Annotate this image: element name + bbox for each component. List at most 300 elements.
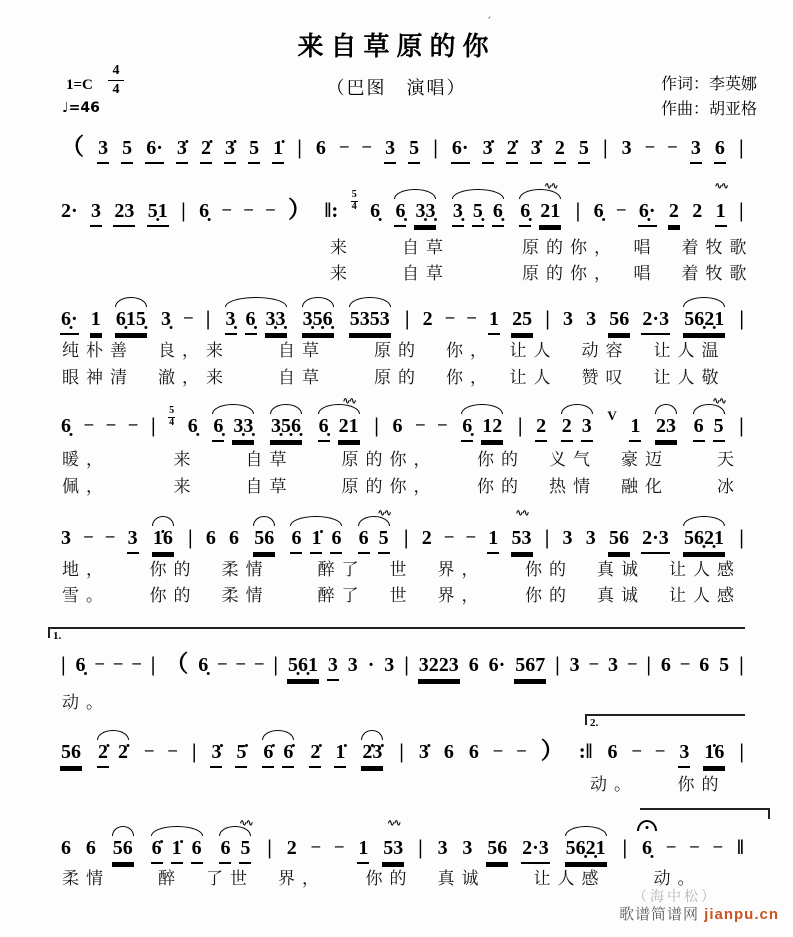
barline: | bbox=[545, 306, 550, 330]
system-4 bbox=[60, 405, 745, 442]
note: 3̣ bbox=[161, 308, 172, 330]
faint-annotation: （海中松） bbox=[633, 890, 718, 905]
note: 6· bbox=[145, 136, 164, 164]
barline: | bbox=[399, 739, 404, 763]
note: 3̇ bbox=[530, 136, 542, 164]
ts-denominator: 4 bbox=[351, 200, 357, 212]
slur-group bbox=[251, 526, 277, 554]
barline: ‖ bbox=[736, 835, 744, 859]
watermark bbox=[619, 903, 779, 924]
note: 1 bbox=[357, 836, 369, 864]
barline: | bbox=[150, 413, 156, 437]
note: 6 bbox=[699, 654, 710, 676]
note: 3̇ bbox=[176, 136, 188, 164]
lyric-line: 雪。 你的 柔情 醉了 世 界， 你的 真诚 让人感 bbox=[62, 586, 741, 605]
note: 1̇ bbox=[171, 836, 183, 864]
note: 1 bbox=[90, 307, 102, 335]
note: 3̣5̣6̣ bbox=[302, 307, 334, 335]
barline: | bbox=[403, 525, 409, 549]
notes-row bbox=[60, 405, 745, 442]
note: 3 bbox=[384, 136, 396, 164]
note: 6 bbox=[714, 136, 726, 164]
note: 53 ∿∿ bbox=[511, 526, 533, 554]
duration-dash: – bbox=[311, 836, 321, 855]
note: 6̣· bbox=[60, 307, 79, 335]
note: 3 bbox=[678, 740, 690, 768]
barline: | bbox=[739, 306, 744, 330]
slur-group bbox=[691, 414, 727, 442]
note: 3 bbox=[61, 527, 71, 549]
note: 2̇ bbox=[97, 740, 109, 768]
duration-dash: – bbox=[184, 307, 193, 326]
note: 2 bbox=[692, 200, 703, 222]
note: 6̣ bbox=[199, 200, 210, 222]
note: 6 bbox=[443, 741, 454, 763]
lyric-line: 眼神清 澈，来 自草 原的 你， 让人 赞叹 让人敬 bbox=[62, 368, 726, 387]
barline: | bbox=[739, 413, 744, 437]
ts-numerator: 5 bbox=[169, 405, 175, 416]
slur-group bbox=[681, 307, 727, 335]
note: 3̇ bbox=[210, 740, 222, 768]
note: 6 bbox=[693, 414, 705, 442]
note: 5̣6̣1 bbox=[287, 653, 319, 681]
note: 1̇ bbox=[272, 136, 284, 164]
note: 5 bbox=[578, 136, 590, 164]
time-signature bbox=[351, 190, 358, 212]
barline: | bbox=[738, 135, 744, 159]
note: 3 bbox=[437, 837, 448, 859]
slur-group bbox=[517, 199, 563, 227]
note: 6 bbox=[330, 526, 342, 554]
note: 2·3 bbox=[641, 307, 670, 335]
meter-denominator: 4 bbox=[112, 82, 120, 98]
duration-dash: – bbox=[467, 307, 476, 326]
slur-group bbox=[681, 526, 727, 554]
slur-group bbox=[459, 414, 505, 442]
note: 3 bbox=[127, 526, 139, 554]
notes-row bbox=[60, 133, 745, 164]
note: 6̣ bbox=[370, 200, 381, 222]
slur-group bbox=[359, 740, 385, 768]
duration-dash: – bbox=[84, 414, 94, 433]
barline: | bbox=[739, 652, 744, 676]
song-title: 来自草原的你 bbox=[297, 32, 496, 61]
note: 25 bbox=[511, 307, 533, 335]
note: 6̣ bbox=[318, 414, 330, 442]
note: 3̣5̣6̣ bbox=[270, 414, 302, 442]
note: 2̇ bbox=[117, 741, 128, 763]
lyric-line: 地， 你的 柔情 醉了 世 界， 你的 真诚 让人感 bbox=[62, 560, 741, 579]
note: 56 bbox=[60, 740, 82, 768]
note: 6 bbox=[191, 836, 203, 864]
note: 3̣ bbox=[225, 307, 237, 335]
note: 23 bbox=[655, 414, 677, 442]
slur-group bbox=[149, 836, 205, 864]
note: 5 ∿∿ bbox=[378, 526, 390, 554]
duration-dash: – bbox=[113, 653, 123, 672]
ts-numerator: 5 bbox=[351, 189, 357, 200]
note: 3 bbox=[608, 654, 619, 676]
note: 6̣ bbox=[641, 836, 653, 862]
barline: | bbox=[622, 835, 628, 859]
duration-dash: – bbox=[339, 136, 349, 155]
duration-dash: – bbox=[627, 653, 637, 672]
note: 6̇ bbox=[262, 740, 274, 768]
barline: | bbox=[602, 135, 608, 159]
duration-dash: – bbox=[128, 414, 138, 433]
note: 3 bbox=[621, 137, 632, 159]
duration-dash: – bbox=[690, 836, 699, 855]
barline: | bbox=[646, 652, 651, 676]
barline: ‖: bbox=[324, 198, 339, 222]
system-6 bbox=[60, 650, 745, 681]
note: 3223 bbox=[418, 653, 460, 681]
note: 6̣ bbox=[198, 654, 209, 676]
note: 2 bbox=[561, 414, 573, 442]
note: 6̣ bbox=[461, 414, 473, 442]
watermark-site-name: 歌谱简谱网 bbox=[618, 906, 699, 923]
slur-group bbox=[392, 199, 438, 227]
duration-dash: – bbox=[655, 740, 665, 759]
note: 6̣ bbox=[212, 414, 224, 442]
lyricist-credit: 作词：李英娜 bbox=[660, 76, 757, 93]
note: 6 bbox=[219, 836, 231, 864]
note: 2 bbox=[286, 837, 297, 859]
barline: | bbox=[191, 739, 197, 763]
note: 21 ∿∿ bbox=[338, 414, 360, 442]
note: 3 bbox=[327, 653, 339, 681]
note: 6̣· bbox=[638, 199, 657, 227]
lyric-line: 来 自草 原的你， 唱 着牧歌 bbox=[330, 264, 754, 283]
note: 23 bbox=[113, 199, 135, 227]
barline: | bbox=[267, 835, 272, 859]
lyric-line: 动。 你的 bbox=[590, 775, 726, 794]
notes-row bbox=[60, 524, 745, 554]
note: 3 bbox=[562, 527, 573, 549]
duration-dash: – bbox=[244, 199, 253, 218]
slur-group bbox=[563, 836, 609, 864]
slur-group bbox=[653, 414, 679, 442]
slur-group bbox=[113, 307, 149, 335]
barline: | bbox=[433, 135, 438, 159]
system-7 bbox=[60, 737, 745, 768]
tempo-value: =46 bbox=[68, 100, 100, 116]
note: 3 bbox=[569, 654, 580, 676]
lyric-line: 动。 bbox=[62, 693, 110, 712]
note: 1̇6 bbox=[703, 740, 725, 768]
slur-group bbox=[347, 307, 393, 335]
note: 5353 bbox=[349, 307, 391, 335]
breath-mark: V bbox=[607, 408, 617, 423]
note: 56 bbox=[608, 307, 630, 335]
barline: | bbox=[418, 835, 423, 859]
note: 21 ∿∿ bbox=[539, 199, 561, 227]
duration-dash: – bbox=[438, 414, 447, 433]
note: 3 bbox=[90, 199, 102, 227]
slur-group bbox=[268, 414, 304, 442]
ts-denominator: 4 bbox=[169, 416, 175, 428]
duration-dash: – bbox=[106, 414, 116, 433]
barline: | bbox=[150, 652, 156, 676]
note: 56 bbox=[253, 526, 275, 554]
note: 2·3 bbox=[521, 836, 550, 864]
note: 6 bbox=[315, 137, 326, 159]
duration-dash: – bbox=[362, 136, 372, 155]
note: 2̇ bbox=[200, 136, 212, 164]
note: 3 bbox=[585, 527, 596, 549]
note: 2 bbox=[535, 414, 547, 442]
duration-dash: – bbox=[493, 740, 503, 759]
volta-bracket-2-continuation bbox=[640, 808, 770, 819]
note: 6̣ bbox=[61, 415, 71, 437]
duration-dash: – bbox=[668, 136, 677, 155]
duration-dash: – bbox=[236, 653, 246, 672]
watermark-url: jianpu.cn bbox=[704, 906, 779, 923]
note: 6̣ bbox=[394, 199, 406, 227]
duration-dash: – bbox=[132, 653, 141, 672]
barline: :‖ bbox=[578, 739, 593, 763]
slur-group bbox=[110, 836, 136, 864]
meter-numerator: 4 bbox=[108, 63, 124, 81]
system-8 bbox=[60, 834, 745, 864]
note: 3̇ bbox=[482, 136, 494, 164]
note: 3 bbox=[462, 837, 473, 859]
note: 567 bbox=[514, 653, 546, 681]
note: 6 bbox=[607, 741, 618, 763]
slur-group bbox=[223, 307, 289, 335]
note: 3̣3̣ bbox=[265, 307, 287, 335]
volta-label-1: 1. bbox=[53, 630, 62, 642]
lyric-line: 柔情 醉 了世 界， 你的 真诚 让人感 动。 bbox=[62, 869, 702, 888]
barline: | bbox=[555, 652, 560, 676]
volta-bracket-2 bbox=[585, 714, 745, 729]
note: 5̣1 bbox=[147, 199, 169, 227]
credits bbox=[661, 72, 757, 122]
duration-dash: – bbox=[466, 526, 476, 545]
barline: | bbox=[404, 306, 410, 330]
note: 6 bbox=[85, 837, 96, 859]
duration-dash: – bbox=[222, 199, 232, 218]
note: 3 bbox=[384, 654, 395, 676]
duration-dash: – bbox=[517, 740, 526, 759]
duration-dash: – bbox=[95, 653, 104, 672]
note: 3 bbox=[581, 414, 593, 442]
parenthesis: ） bbox=[540, 738, 564, 763]
note: 5 bbox=[248, 136, 260, 164]
lyric-line: 纯朴善 良，来 自草 原的 你， 让人 动容 让人温 bbox=[62, 341, 726, 360]
note: 1 bbox=[488, 307, 500, 335]
parenthesis: ） bbox=[288, 197, 312, 222]
note: 6̣ bbox=[75, 654, 86, 676]
duration-dash: – bbox=[416, 414, 425, 433]
note: 3 bbox=[347, 654, 358, 676]
aug-dot: · bbox=[367, 654, 375, 676]
barline: | bbox=[739, 525, 744, 549]
duration-dash: – bbox=[218, 653, 227, 672]
note: 56̣2̣1 bbox=[683, 307, 725, 335]
system-5 bbox=[60, 524, 745, 554]
note: 6 bbox=[468, 654, 479, 676]
duration-dash: – bbox=[144, 740, 154, 759]
parenthesis: （ bbox=[165, 651, 189, 676]
note: 3̣ bbox=[452, 199, 464, 227]
note: 6̣ bbox=[593, 200, 604, 222]
note: 56 bbox=[486, 836, 508, 864]
note: 56̣2̣1 bbox=[565, 836, 607, 864]
note: 2 bbox=[422, 308, 433, 330]
slur-group bbox=[95, 740, 131, 768]
note: 2·3 bbox=[641, 526, 670, 554]
note: 3̇ bbox=[224, 136, 236, 164]
duration-dash: – bbox=[713, 836, 723, 855]
performer-subtitle: （巴图 演唱） bbox=[326, 78, 467, 98]
slur-group bbox=[150, 526, 176, 554]
note: 2̇3̇ bbox=[361, 740, 383, 768]
time-signature bbox=[168, 406, 175, 428]
slur-group bbox=[559, 414, 595, 442]
note: 1 bbox=[629, 414, 641, 442]
duration-dash: – bbox=[616, 199, 626, 218]
note: 6 bbox=[61, 837, 71, 859]
duration-dash: – bbox=[335, 836, 344, 855]
note: 6̇ bbox=[151, 836, 163, 864]
note: 6· bbox=[451, 136, 470, 164]
barline: | bbox=[374, 413, 379, 437]
note: 53 ∿∿ bbox=[382, 836, 404, 864]
notes-row bbox=[60, 834, 745, 864]
note: 6̣ bbox=[245, 307, 257, 335]
note: 1̇ bbox=[334, 740, 346, 768]
duration-dash: – bbox=[632, 740, 641, 759]
duration-dash: – bbox=[84, 526, 93, 545]
note: 6 bbox=[660, 654, 671, 676]
note: 5 bbox=[121, 136, 133, 164]
duration-dash: – bbox=[445, 307, 455, 326]
meter-fraction bbox=[108, 63, 124, 98]
note: 5̣ bbox=[472, 199, 484, 227]
note: 6̇ bbox=[282, 740, 294, 768]
note: 6̣ bbox=[187, 415, 198, 437]
slur-group bbox=[260, 740, 296, 768]
slur-group bbox=[316, 414, 362, 442]
duration-dash: – bbox=[645, 136, 655, 155]
note: 56 bbox=[112, 836, 134, 864]
duration-dash: – bbox=[444, 526, 454, 545]
note: 3̣3̣ bbox=[232, 414, 254, 442]
slur-group bbox=[450, 199, 506, 227]
barline: | bbox=[739, 739, 744, 763]
note: 6̣15̣ bbox=[115, 307, 147, 335]
barline: | bbox=[544, 525, 550, 549]
barline: | bbox=[517, 413, 523, 437]
system-2 bbox=[60, 189, 745, 227]
lyric-line: 暖， 来 自草 原的你， 你的 义气 豪迈 天 bbox=[62, 450, 741, 469]
note: 2 bbox=[554, 136, 566, 164]
note: 1̇6 bbox=[152, 526, 174, 554]
barline: | bbox=[297, 135, 302, 159]
note: 3 bbox=[690, 136, 702, 164]
note: 2 bbox=[421, 527, 432, 549]
note: 5̇ bbox=[235, 740, 247, 768]
quarter-note-icon: ♩ bbox=[62, 100, 69, 116]
duration-dash: – bbox=[589, 653, 599, 672]
barline: | bbox=[181, 198, 186, 222]
note: 1 ∿∿ bbox=[715, 199, 727, 227]
note: 6̣ bbox=[492, 199, 504, 227]
parenthesis: （ bbox=[61, 134, 84, 159]
tempo-marking bbox=[62, 100, 100, 116]
note: 3 bbox=[97, 136, 109, 164]
slur-group bbox=[288, 526, 344, 554]
barline: | bbox=[575, 198, 581, 222]
notes-row bbox=[60, 189, 745, 227]
note: 3̣3̣ bbox=[414, 199, 436, 227]
note: 2̇ bbox=[506, 136, 518, 164]
lyric-line: 佩， 来 自草 原的你， 你的 热情 融化 冰 bbox=[62, 477, 741, 496]
note: 56 bbox=[608, 526, 630, 554]
slur-group bbox=[210, 414, 256, 442]
note: 6 bbox=[205, 527, 216, 549]
note: 6 bbox=[468, 741, 479, 763]
note: 1 bbox=[487, 526, 499, 554]
barline: | bbox=[188, 525, 193, 549]
duration-dash: – bbox=[105, 526, 115, 545]
notes-row bbox=[60, 650, 745, 681]
note: 1̇ bbox=[310, 526, 322, 554]
volta-label-2: 2. bbox=[590, 717, 599, 729]
note: 6 bbox=[229, 527, 240, 549]
note: 5 ∿∿ bbox=[239, 836, 251, 864]
barline: | bbox=[404, 652, 409, 676]
note: 2̇ bbox=[309, 740, 321, 768]
duration-dash: – bbox=[168, 740, 177, 759]
note: 5 ∿∿ bbox=[713, 414, 725, 442]
note: 6 bbox=[290, 526, 302, 554]
system-3 bbox=[60, 305, 745, 335]
note: 3̇ bbox=[418, 741, 429, 763]
duration-dash: – bbox=[680, 653, 690, 672]
note: 6· bbox=[488, 654, 506, 676]
slur-group bbox=[217, 836, 253, 864]
lyric-line: 来 自草 原的你， 唱 着牧歌 bbox=[330, 238, 754, 257]
note: 6 bbox=[392, 415, 403, 437]
note: 3 bbox=[563, 308, 574, 330]
note: 56̣2̣1 bbox=[683, 526, 725, 554]
duration-dash: – bbox=[666, 836, 676, 855]
barline: | bbox=[61, 652, 66, 676]
system-1 bbox=[60, 133, 745, 164]
note: 5 bbox=[408, 136, 420, 164]
barline: | bbox=[205, 306, 211, 330]
duration-dash: – bbox=[254, 653, 264, 672]
note: 6̣ bbox=[519, 199, 531, 227]
key-signature: 1=C bbox=[66, 77, 93, 93]
duration-dash: – bbox=[266, 199, 275, 218]
composer-credit: 作曲：胡亚格 bbox=[660, 101, 757, 118]
note: 6 bbox=[358, 526, 370, 554]
barline: | bbox=[739, 198, 744, 222]
note: 5 bbox=[719, 654, 730, 676]
notes-row bbox=[60, 305, 745, 335]
barline: | bbox=[273, 652, 279, 676]
note: 12 bbox=[481, 414, 503, 442]
notes-row bbox=[60, 737, 745, 768]
note: 3 bbox=[586, 308, 597, 330]
volta-bracket-1 bbox=[48, 627, 745, 642]
stray-mark: ˊ bbox=[487, 14, 492, 29]
slur-group bbox=[356, 526, 392, 554]
slur-group bbox=[300, 307, 336, 335]
